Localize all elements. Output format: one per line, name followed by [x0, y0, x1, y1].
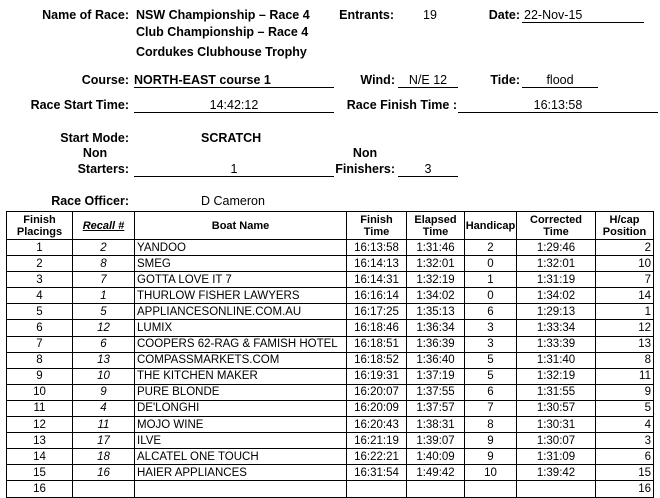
cell-boat-name: MOJO WINE — [135, 417, 347, 433]
cell-placing: 12 — [7, 417, 73, 433]
col-recall: Recall # — [73, 212, 135, 240]
cell-hcap-position: 11 — [596, 368, 654, 384]
cell-placing: 2 — [7, 256, 73, 272]
table-row — [7, 352, 654, 368]
cell-boat-name: HAIER APPLIANCES — [135, 465, 347, 481]
cell-hcap-position: 10 — [596, 256, 654, 272]
table-row — [7, 288, 654, 304]
cell-elapsed-time: 1:36:34 — [407, 320, 465, 336]
cell-recall: 18 — [73, 449, 135, 465]
cell-recall: 2 — [73, 240, 135, 256]
cell-elapsed-time: 1:49:42 — [407, 465, 465, 481]
race-finish-time-label: Race Finish Time : — [346, 98, 457, 112]
cell-handicap: 5 — [465, 352, 517, 368]
entrants-label: Entrants: — [339, 8, 394, 22]
cell-recall: 6 — [73, 336, 135, 352]
non-finishers-label-bottom: Finishers: — [335, 162, 395, 176]
cell-elapsed-time: 1:36:39 — [407, 336, 465, 352]
cell-finish-time: 16:19:31 — [347, 368, 407, 384]
cell-recall: 11 — [73, 417, 135, 433]
cell-finish-time: 16:18:51 — [347, 336, 407, 352]
cell-elapsed-time: 1:35:13 — [407, 304, 465, 320]
cell-placing: 9 — [7, 368, 73, 384]
cell-finish-time: 16:16:14 — [347, 288, 407, 304]
cell-hcap-position: 7 — [596, 272, 654, 288]
cell-finish-time: 16:18:46 — [347, 320, 407, 336]
cell-recall: 17 — [73, 433, 135, 449]
race-title-line-3: Cordukes Clubhouse Trophy — [136, 45, 307, 59]
race-start-time-value: 14:42:12 — [134, 98, 334, 113]
non-finishers-label-top: Non — [352, 146, 378, 160]
table-row — [7, 384, 654, 400]
cell-elapsed-time — [407, 481, 465, 497]
cell-recall: 8 — [73, 256, 135, 272]
race-start-time-label: Race Start Time: — [30, 98, 129, 112]
race-officer-label: Race Officer: — [51, 194, 129, 208]
cell-elapsed-time: 1:38:31 — [407, 417, 465, 433]
cell-boat-name: ILVE — [135, 433, 347, 449]
table-row — [7, 400, 654, 416]
cell-boat-name: COOPERS 62-RAG & FAMISH HOTEL — [135, 336, 347, 352]
cell-finish-time: 16:18:52 — [347, 352, 407, 368]
table-row — [7, 449, 654, 465]
cell-hcap-position: 3 — [596, 433, 654, 449]
non-finishers-value: 3 — [398, 162, 458, 177]
cell-boat-name: COMPASSMARKETS.COM — [135, 352, 347, 368]
cell-finish-time: 16:22:21 — [347, 449, 407, 465]
cell-hcap-position: 2 — [596, 240, 654, 256]
cell-corrected-time: 1:30:07 — [517, 433, 596, 449]
col-finish-time: Finish Time — [347, 212, 407, 240]
cell-hcap-position: 16 — [596, 481, 654, 497]
non-starters-value: 1 — [134, 162, 334, 177]
cell-boat-name: APPLIANCESONLINE.COM.AU — [135, 304, 347, 320]
cell-hcap-position: 6 — [596, 449, 654, 465]
cell-elapsed-time: 1:31:46 — [407, 240, 465, 256]
cell-handicap: 2 — [465, 240, 517, 256]
table-row — [7, 481, 654, 497]
cell-boat-name: SMEG — [135, 256, 347, 272]
cell-finish-time: 16:21:19 — [347, 433, 407, 449]
cell-elapsed-time: 1:32:01 — [407, 256, 465, 272]
col-elapsed-time: Elapsed Time — [407, 212, 465, 240]
cell-corrected-time: 1:31:40 — [517, 352, 596, 368]
cell-hcap-position: 8 — [596, 352, 654, 368]
wind-value: N/E 12 — [398, 73, 458, 88]
name-of-race-label: Name of Race: — [42, 8, 129, 22]
cell-placing: 11 — [7, 400, 73, 416]
table-header-row — [7, 212, 654, 240]
cell-finish-time: 16:20:07 — [347, 384, 407, 400]
cell-elapsed-time: 1:34:02 — [407, 288, 465, 304]
course-label: Course: — [81, 73, 129, 87]
cell-corrected-time: 1:33:39 — [517, 336, 596, 352]
non-starters-label-bottom: Starters: — [77, 162, 129, 176]
cell-handicap: 3 — [465, 336, 517, 352]
col-corrected-time: Corrected Time — [517, 212, 596, 240]
start-mode-value: SCRATCH — [201, 131, 262, 145]
cell-corrected-time: 1:30:57 — [517, 400, 596, 416]
cell-corrected-time: 1:39:42 — [517, 465, 596, 481]
table-row — [7, 304, 654, 320]
cell-boat-name: GOTTA LOVE IT 7 — [135, 272, 347, 288]
table-row — [7, 240, 654, 256]
cell-elapsed-time: 1:32:19 — [407, 272, 465, 288]
cell-boat-name: DE'LONGHI — [135, 400, 347, 416]
cell-recall: 16 — [73, 465, 135, 481]
cell-finish-time: 16:14:31 — [347, 272, 407, 288]
cell-placing: 4 — [7, 288, 73, 304]
table-row — [7, 256, 654, 272]
cell-recall: 12 — [73, 320, 135, 336]
cell-elapsed-time: 1:37:57 — [407, 400, 465, 416]
cell-elapsed-time: 1:36:40 — [407, 352, 465, 368]
cell-corrected-time: 1:31:19 — [517, 272, 596, 288]
cell-handicap: 8 — [465, 417, 517, 433]
cell-handicap: 0 — [465, 288, 517, 304]
cell-finish-time: 16:13:58 — [347, 240, 407, 256]
table-row — [7, 368, 654, 384]
cell-hcap-position: 4 — [596, 417, 654, 433]
cell-corrected-time: 1:29:46 — [517, 240, 596, 256]
cell-boat-name: THE KITCHEN MAKER — [135, 368, 347, 384]
cell-corrected-time — [517, 481, 596, 497]
cell-placing: 14 — [7, 449, 73, 465]
cell-recall: 10 — [73, 368, 135, 384]
cell-recall — [73, 481, 135, 497]
col-hcap-position: H/cap Position — [596, 212, 654, 240]
cell-corrected-time: 1:31:55 — [517, 384, 596, 400]
cell-elapsed-time: 1:37:19 — [407, 368, 465, 384]
cell-handicap: 9 — [465, 449, 517, 465]
cell-hcap-position: 5 — [596, 400, 654, 416]
cell-handicap: 0 — [465, 256, 517, 272]
race-title-line-2: Club Championship – Race 4 — [136, 25, 309, 39]
cell-placing: 13 — [7, 433, 73, 449]
cell-hcap-position: 13 — [596, 336, 654, 352]
cell-corrected-time: 1:32:01 — [517, 256, 596, 272]
cell-finish-time: 16:31:54 — [347, 465, 407, 481]
table-row — [7, 336, 654, 352]
table-row — [7, 272, 654, 288]
cell-handicap: 6 — [465, 304, 517, 320]
cell-handicap: 5 — [465, 368, 517, 384]
table-row — [7, 433, 654, 449]
table-row — [7, 320, 654, 336]
table-row — [7, 417, 654, 433]
cell-recall: 1 — [73, 288, 135, 304]
cell-elapsed-time: 1:40:09 — [407, 449, 465, 465]
cell-corrected-time: 1:34:02 — [517, 288, 596, 304]
tide-label: Tide: — [490, 73, 520, 87]
cell-hcap-position: 15 — [596, 465, 654, 481]
cell-recall: 5 — [73, 304, 135, 320]
cell-placing: 15 — [7, 465, 73, 481]
start-mode-label: Start Mode: — [60, 131, 129, 145]
cell-finish-time — [347, 481, 407, 497]
cell-placing: 1 — [7, 240, 73, 256]
cell-placing: 3 — [7, 272, 73, 288]
cell-corrected-time: 1:29:13 — [517, 304, 596, 320]
cell-placing: 5 — [7, 304, 73, 320]
cell-corrected-time: 1:31:09 — [517, 449, 596, 465]
cell-placing: 7 — [7, 336, 73, 352]
cell-handicap: 7 — [465, 400, 517, 416]
race-title-line-1: NSW Championship – Race 4 — [136, 8, 310, 22]
date-label: Date: — [488, 8, 520, 22]
cell-hcap-position: 12 — [596, 320, 654, 336]
cell-handicap — [465, 481, 517, 497]
results-table — [6, 211, 654, 498]
race-officer-value: D Cameron — [201, 194, 265, 208]
cell-handicap: 9 — [465, 433, 517, 449]
cell-boat-name — [135, 481, 347, 497]
cell-placing: 16 — [7, 481, 73, 497]
cell-boat-name: ALCATEL ONE TOUCH — [135, 449, 347, 465]
cell-hcap-position: 9 — [596, 384, 654, 400]
cell-hcap-position: 1 — [596, 304, 654, 320]
col-finish-placings: Finish Placings — [7, 212, 73, 240]
cell-recall: 4 — [73, 400, 135, 416]
cell-corrected-time: 1:32:19 — [517, 368, 596, 384]
cell-boat-name: PURE BLONDE — [135, 384, 347, 400]
cell-handicap: 6 — [465, 384, 517, 400]
cell-finish-time: 16:20:43 — [347, 417, 407, 433]
date-value: 22-Nov-15 — [522, 8, 644, 23]
cell-placing: 6 — [7, 320, 73, 336]
cell-finish-time: 16:14:13 — [347, 256, 407, 272]
course-value: NORTH-EAST course 1 — [134, 73, 334, 88]
cell-corrected-time: 1:30:31 — [517, 417, 596, 433]
table-row — [7, 465, 654, 481]
cell-recall: 7 — [73, 272, 135, 288]
cell-handicap: 3 — [465, 320, 517, 336]
col-handicap: Handicap — [465, 212, 517, 240]
cell-recall: 9 — [73, 384, 135, 400]
cell-boat-name: THURLOW FISHER LAWYERS — [135, 288, 347, 304]
cell-recall: 13 — [73, 352, 135, 368]
wind-label: Wind: — [360, 73, 395, 87]
cell-handicap: 1 — [465, 272, 517, 288]
entrants-value: 19 — [423, 8, 437, 22]
cell-elapsed-time: 1:37:55 — [407, 384, 465, 400]
cell-finish-time: 16:17:25 — [347, 304, 407, 320]
cell-finish-time: 16:20:09 — [347, 400, 407, 416]
non-starters-label-top: Non — [82, 146, 108, 160]
cell-placing: 8 — [7, 352, 73, 368]
race-finish-time-value: 16:13:58 — [458, 98, 658, 113]
col-boat-name: Boat Name — [135, 212, 347, 240]
cell-boat-name: YANDOO — [135, 240, 347, 256]
cell-elapsed-time: 1:39:07 — [407, 433, 465, 449]
tide-value: flood — [522, 73, 598, 88]
cell-corrected-time: 1:33:34 — [517, 320, 596, 336]
cell-hcap-position: 14 — [596, 288, 654, 304]
cell-handicap: 10 — [465, 465, 517, 481]
cell-boat-name: LUMIX — [135, 320, 347, 336]
cell-placing: 10 — [7, 384, 73, 400]
